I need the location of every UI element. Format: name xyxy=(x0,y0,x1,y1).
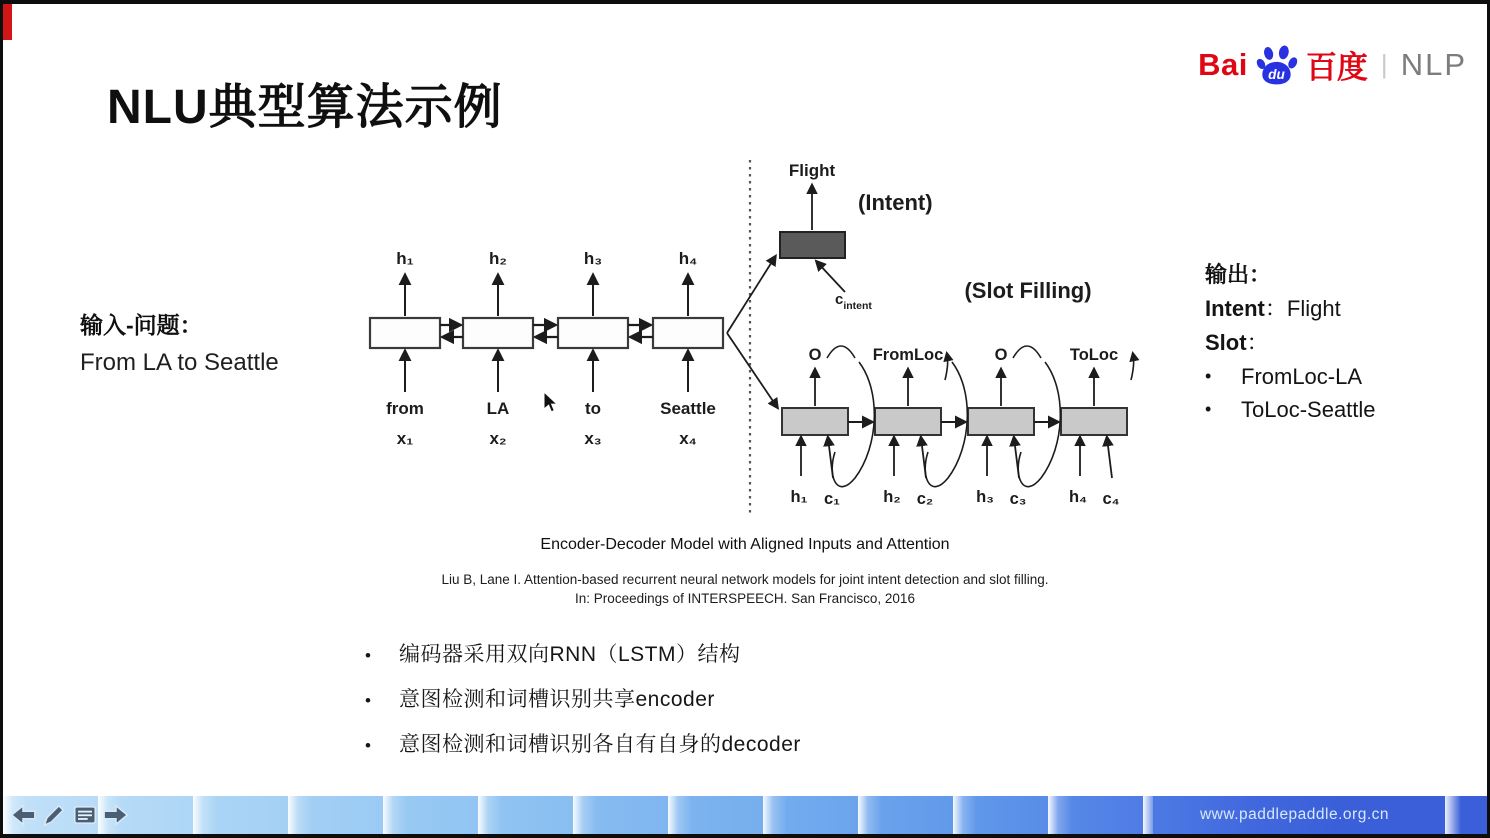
svg-text:O: O xyxy=(994,346,1008,364)
bullet-row xyxy=(365,728,801,773)
logo-dept-text: NLP xyxy=(1400,46,1467,82)
slide xyxy=(3,4,1487,834)
footer-bar xyxy=(3,796,1487,834)
intent-decoder xyxy=(780,161,933,312)
baidu-nlp-logo xyxy=(1198,42,1467,87)
recording-red-mark xyxy=(3,4,12,40)
bullet-dot: • xyxy=(1205,399,1212,419)
svg-text:FromLoc: FromLoc xyxy=(872,346,944,364)
intent-sep: ： xyxy=(1264,296,1287,321)
slot-sep: ： xyxy=(1246,330,1269,355)
input-value: From LA to Seattle xyxy=(80,349,279,376)
output-slot-row xyxy=(1205,326,1376,360)
svg-text:h₁: h₁ xyxy=(790,488,808,506)
output-intent-row xyxy=(1205,292,1376,326)
svg-text:h₃: h₃ xyxy=(976,488,994,506)
bullet-dot: • xyxy=(1205,366,1212,386)
bullet-dot: • xyxy=(365,646,371,665)
citation-line: In: Proceedings of INTERSPEECH. San Francisco, 2016 xyxy=(575,591,915,606)
svg-text:h₄: h₄ xyxy=(1069,488,1087,506)
slot-item-text: ToLoc-Seattle xyxy=(1241,397,1376,422)
slot-item xyxy=(1205,393,1376,426)
svg-text:c₄: c₄ xyxy=(1102,490,1120,508)
bullet-row xyxy=(365,638,801,683)
slot-output-labels xyxy=(809,346,1119,364)
svg-text:h₁: h₁ xyxy=(396,249,414,268)
svg-text:x₄: x₄ xyxy=(679,429,697,448)
bullet-dot: • xyxy=(365,736,371,755)
svg-text:h₂: h₂ xyxy=(489,249,507,268)
intent-key: Intent xyxy=(1205,296,1265,321)
svg-text:c₂: c₂ xyxy=(916,490,934,508)
bullet-row xyxy=(365,683,801,728)
svg-text:Seattle: Seattle xyxy=(660,399,716,418)
svg-text:c₃: c₃ xyxy=(1009,490,1027,508)
svg-text:to: to xyxy=(584,399,602,418)
svg-text:from: from xyxy=(386,399,424,418)
logo-baidu-cn-text: 百度 xyxy=(1305,50,1368,85)
mouse-cursor xyxy=(543,392,559,414)
notes-tool-button[interactable] xyxy=(71,801,99,829)
svg-text:x₁: x₁ xyxy=(396,429,414,448)
encoder-x-labels xyxy=(397,429,697,448)
citation-line: Liu B, Lane I. Attention-based recurrent neural network models for joint intent detection and slot filling. xyxy=(441,572,1049,587)
slot-filling-caption: (Slot Filling) xyxy=(964,278,1092,303)
svg-text:O: O xyxy=(808,346,822,364)
intent-value: Flight xyxy=(1286,296,1341,321)
svg-text:(Intent): (Intent) xyxy=(858,190,933,215)
bullet-text: 编码器采用双向RNN（LSTM）结构 xyxy=(399,643,741,666)
encoder-hidden-labels xyxy=(396,249,697,268)
svg-text:h₂: h₂ xyxy=(883,488,901,506)
slot-key: Slot xyxy=(1205,330,1247,355)
bullet-list xyxy=(365,638,801,773)
slot-input-labels xyxy=(791,488,1120,508)
footer-url: www.paddlepaddle.org.cn xyxy=(1199,806,1389,823)
svg-text:c₁: c₁ xyxy=(823,490,841,508)
svg-text:du: du xyxy=(1268,66,1285,82)
encoder-boxes xyxy=(370,318,723,348)
svg-text:x₂: x₂ xyxy=(489,429,507,448)
fanout-lines xyxy=(727,257,777,407)
figure-caption: Encoder-Decoder Model with Aligned Inputs and Attention xyxy=(540,536,950,553)
pen-tool-button[interactable] xyxy=(40,801,68,829)
svg-text:LA: LA xyxy=(486,399,510,418)
next-slide-button[interactable] xyxy=(102,801,130,829)
logo-bai-text: Bai xyxy=(1198,46,1248,82)
figure-citation xyxy=(3,570,1487,608)
encoder-hidden-arrows xyxy=(405,276,688,316)
input-question-block xyxy=(80,307,279,377)
output-heading: 输出： xyxy=(1205,262,1272,287)
bullet-dot: • xyxy=(365,691,371,710)
output-block xyxy=(1205,258,1376,426)
baidu-paw-icon xyxy=(1256,44,1298,86)
svg-text:Flight: Flight xyxy=(788,161,836,180)
svg-text:cintent: $c_{intent}$ xyxy=(835,291,872,312)
input-label: 输入-问题： xyxy=(80,312,203,338)
page-title: NLU典型算法示例 xyxy=(107,81,503,134)
slot-item-text: FromLoc-LA xyxy=(1241,364,1363,389)
logo-divider: | xyxy=(1380,49,1388,79)
slot-input-arrows xyxy=(801,438,1112,478)
previous-slide-button[interactable] xyxy=(9,801,37,829)
svg-text:x₃: x₃ xyxy=(584,429,602,448)
svg-text:h₃: h₃ xyxy=(583,249,603,268)
encoder-decoder-diagram xyxy=(345,146,1165,526)
encoder-input-arrows xyxy=(405,352,688,392)
slot-item xyxy=(1205,360,1376,393)
player-toolbar xyxy=(9,801,130,829)
bullet-text: 意图检测和词槽识别共享encoder xyxy=(399,688,715,711)
bullet-text: 意图检测和词槽识别各自有自身的decoder xyxy=(399,733,801,756)
svg-text:ToLoc: ToLoc xyxy=(1069,346,1119,364)
svg-text:h₄: h₄ xyxy=(678,249,698,268)
